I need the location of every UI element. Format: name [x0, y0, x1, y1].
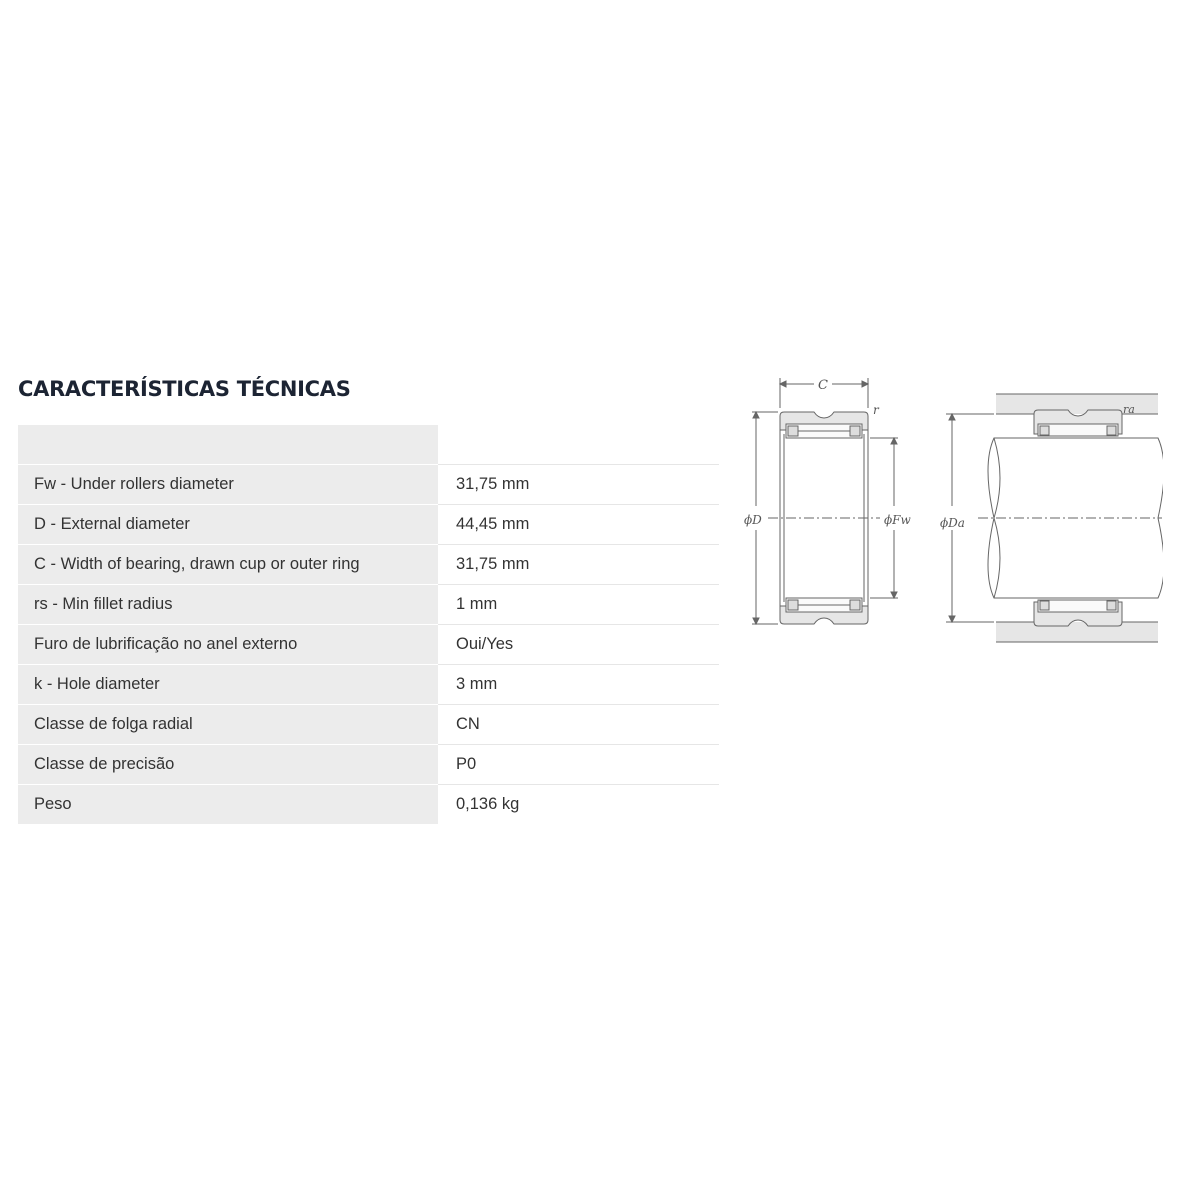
table-row — [18, 465, 719, 505]
spec-value: 0,136 kg — [456, 795, 520, 813]
table-row — [18, 785, 719, 825]
dim-label-ra: ra — [1123, 403, 1135, 416]
spec-value: 3 mm — [438, 665, 719, 705]
spec-label: Furo de lubrificação no anel externo — [18, 625, 438, 665]
spec-label: D - External diameter — [18, 505, 438, 545]
table-header-row — [18, 425, 719, 465]
dim-label-da: ϕDa — [940, 516, 965, 530]
spec-value: 31,75 mm — [438, 545, 719, 585]
spec-value: 44,45 mm — [438, 505, 719, 545]
spec-label: rs - Min fillet radius — [18, 585, 438, 625]
spec-label: Fw - Under rollers diameter — [18, 465, 438, 505]
page-title: CARACTERÍSTICAS TÉCNICAS — [18, 377, 351, 401]
dim-label-c: C — [818, 378, 828, 393]
spec-value: 1 mm — [438, 585, 719, 625]
mounting-view — [946, 394, 1163, 642]
spec-value: Oui/Yes — [438, 625, 719, 665]
dim-label-d: ϕD — [744, 513, 762, 527]
dim-label-fw: ϕFw — [884, 513, 911, 527]
table-row — [18, 625, 719, 665]
table-row — [18, 585, 719, 625]
table-row — [18, 705, 719, 745]
spec-label: Peso — [18, 785, 438, 825]
spec-value: 31,75 mm — [438, 465, 719, 505]
dim-label-r: r — [873, 403, 879, 417]
bearing-diagram — [738, 372, 1163, 647]
table-row — [18, 745, 719, 785]
spec-label: Classe de precisão — [18, 745, 438, 785]
spec-label: k - Hole diameter — [18, 665, 438, 705]
spec-label: Classe de folga radial — [18, 705, 438, 745]
spec-label: C - Width of bearing, drawn cup or outer ring — [18, 545, 438, 585]
spec-value: P0 — [438, 745, 719, 785]
header-value-cell — [438, 425, 719, 465]
table-row — [18, 665, 719, 705]
header-label-cell — [18, 425, 438, 465]
table-row — [18, 545, 719, 585]
specs-table — [18, 425, 719, 824]
spec-value: CN — [438, 705, 719, 745]
table-row — [18, 505, 719, 545]
